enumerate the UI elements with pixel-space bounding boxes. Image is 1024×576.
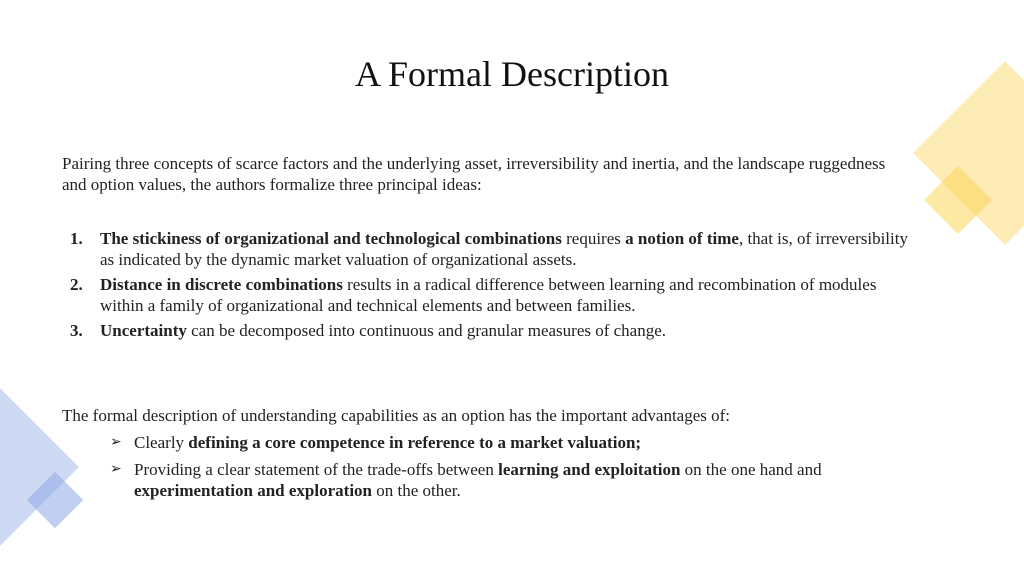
idea-number: 2.	[70, 275, 83, 294]
advantage-item-2	[110, 459, 920, 501]
idea-bold-text: The stickiness of organizational and technological combinations	[100, 229, 562, 248]
arrow-bullet-icon: ➢	[110, 462, 122, 477]
arrow-bullet-icon: ➢	[110, 435, 122, 450]
advantage-text: on the other.	[372, 481, 461, 500]
slide-title: A Formal Description	[355, 54, 669, 94]
idea-bold-text: Distance in discrete combinations	[100, 275, 343, 294]
idea-number: 3.	[70, 321, 83, 340]
idea-bold-text: a notion of time	[625, 229, 739, 248]
idea-text: can be decomposed into continuous and granular measures of change.	[186, 321, 667, 340]
idea-bold-text: Uncertainty	[100, 321, 187, 340]
intro-paragraph: Pairing three concepts of scarce factors and the underlying asset, irreversibility and inertia, and the landscape ruggedness and option values, the authors formalize three principal ideas:	[62, 154, 886, 194]
advantage-bold-text: experimentation and exploration	[134, 481, 372, 500]
decor-diamond-blue-large	[0, 375, 79, 559]
idea-text: , that is, of irreversibility as indicated by the dynamic market valuation of organizational assets.	[100, 229, 908, 269]
advantage-item-1	[110, 432, 920, 453]
advantage-text: Providing a clear statement of the trade-offs between	[134, 460, 499, 479]
advantage-text: Clearly	[134, 433, 189, 452]
advantages-list	[110, 432, 920, 507]
advantage-bold-text: learning and exploitation	[498, 460, 681, 479]
advantages-lead-paragraph: The formal description of understanding capabilities as an option has the important advantages of:	[62, 406, 731, 425]
idea-text: results in a radical difference between learning and recombination of modules within a family of organizational and technical elements and between families.	[100, 275, 877, 315]
idea-item-1	[62, 228, 922, 270]
idea-text: requires	[561, 229, 626, 248]
advantage-bold-text: defining a core competence in reference to a market valuation;	[188, 433, 642, 452]
idea-number: 1.	[70, 229, 83, 248]
principal-ideas-list	[62, 228, 922, 345]
idea-item-3	[62, 320, 922, 341]
idea-item-2	[62, 274, 922, 316]
advantage-text: on the one hand and	[680, 460, 822, 479]
